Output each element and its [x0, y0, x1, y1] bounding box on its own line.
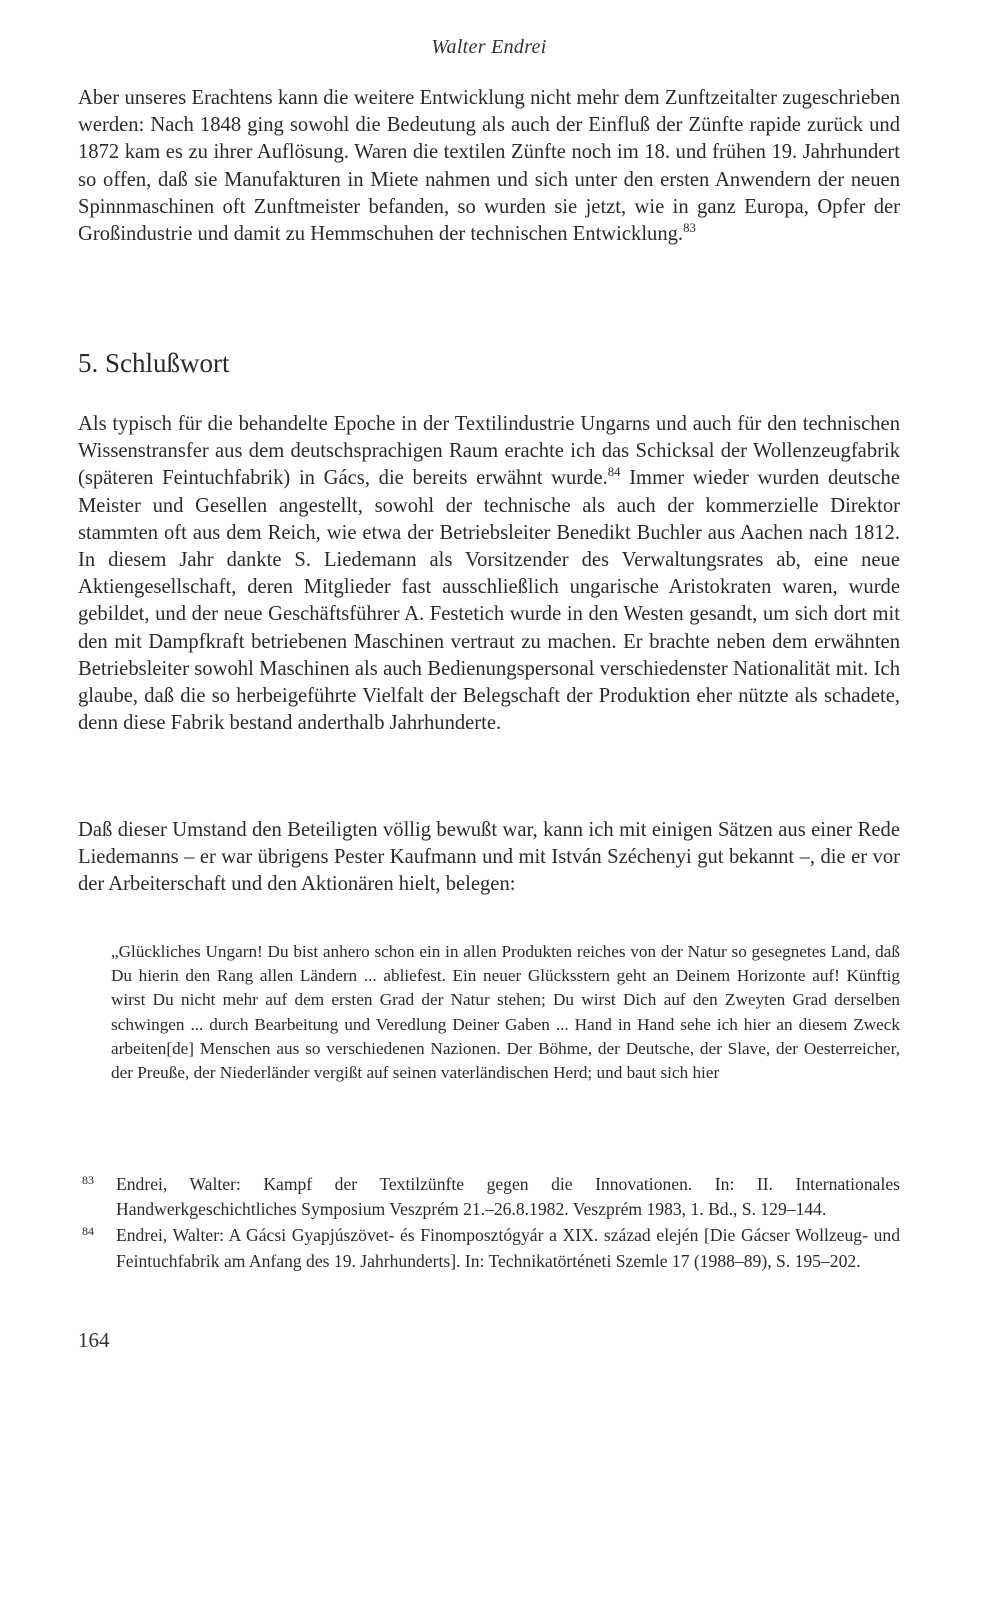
footnote-text: Endrei, Walter: A Gácsi Gyapjúszövet- és Finomposztógyár a XIX. század elején [Die Gácser Wollzeug- und Feintuchfabrik am Anfang des 19. Jahrhunderts]. In: Technikatörténeti Szemle 17 (1988–89), S. 195–202.: [116, 1225, 900, 1271]
quotation-block: „Glückliches Ungarn! Du bist anhero schon ein in allen Produkten reiches von der Natur so gesegnetes Land, daß Du hierin den Rang allen Ländern ... abliefest. Ein neuer Glücksstern geht an Deinem Horizonte auf! Künftig wirst Du nicht mehr auf dem ersten Grad der Natur stehen; Du wirst Dich auf den Zweyten Grad derselben schwingen ... durch Bearbeitung und Veredlung Deiner Gaben ... Hand in Hand sehe ich hier an diesem Zweck arbeiten[de] Menschen aus so verschiedenen Nazionen. Der Böhme, der Deutsche, der Slave, der Oesterreicher, der Preuße, der Niederländer vergißt auf seinen vaterländischen Herd; und baut sich hier: [111, 942, 900, 1083]
page-number: 164: [78, 1328, 110, 1352]
section-heading: 5. Schlußwort: [78, 348, 230, 378]
body-paragraph: Daß dieser Umstand den Beteiligten völlig bewußt war, kann ich mit einigen Sätzen aus einer Rede Liedemanns – er war übrigens Pester Kaufmann und mit István Széchenyi gut bekannt –, die er vor der Arbeiterschaft und den Aktionären hielt, belegen:: [78, 819, 900, 896]
running-head: Walter Endrei: [431, 36, 547, 58]
paragraph-text: Als typisch für die behandelte Epoche in der Textilindustrie Ungarns und auch für den technischen Wissenstransfer aus dem deutschsprachigen Raum erachte ich das Schicksal der Wollenzeugfabrik (späteren Feintuchfabrik) in Gács, die bereits erwähnt wurde.: [78, 413, 900, 490]
footnote: [78, 1172, 900, 1222]
footnotes: [78, 1172, 900, 1275]
paragraph-text: Aber unseres Erachtens kann die weitere Entwicklung nicht mehr dem Zunftzeitalter zugeschrieben werden: Nach 1848 ging sowohl die Bedeutung als auch der Einfluß der Zünfte rapide zurück und 1872 kam es zu ihrer Auflösung. Waren die textilen Zünfte noch im 18. und frühen 19. Jahrhundert so offen, daß sie Manufakturen in Miete nahmen und sich unter den ersten Anwendern der neuen Spinnmaschinen oft Zunftmeister befanden, so wurden sie jetzt, wie in ganz Europa, Opfer der Großindustrie und damit zu Hemmschuhen der technischen Entwicklung.: [78, 87, 900, 246]
footnote-text: Endrei, Walter: Kampf der Textilzünfte gegen die Innovationen. In: II. Internationales Handwerkgeschichtliches Symposium Veszprém 21.–26.8.1982. Veszprém 1983, 1. Bd., S. 129–144.: [116, 1174, 900, 1220]
footnote-reference[interactable]: 84: [607, 465, 621, 480]
footnote-number: 83: [82, 1173, 94, 1187]
footnote-reference[interactable]: 83: [683, 221, 696, 236]
body-paragraph: [78, 85, 900, 248]
footnote-number: 84: [82, 1224, 94, 1239]
document-page: [78, 0, 900, 1620]
body-paragraph: [78, 411, 900, 737]
paragraph-text: Immer wieder wurden deutsche Meister und Gesellen angestellt, sowohl der technische als auch der kommerzielle Direktor stammten oft aus dem Reich, wie etwa der Betriebsleiter Benedikt Buchler aus Aachen nach 1812. In diesem Jahr dankte S. Liedemann als Vorsitzender des Verwaltungsrates ab, eine neue Aktiengesellschaft, deren Mitglieder fast ausschließlich ungarische Aristokraten waren, wurde gebildet, und der neue Geschäftsführer A. Festetich wurde in den Westen gesandt, um sich dort mit den mit Dampfkraft betriebenen Maschinen vertraut zu machen. Er brachte neben dem erwähnten Betriebsleiter sowohl Maschinen als auch Bedienungspersonal verschiedenster Nationalität mit. Ich glaube, daß die so herbeigeführte Vielfalt der Belegschaft der Produktion eher nützte als schadete, denn diese Fabrik bestand anderthalb Jahrhunderte.: [78, 467, 900, 735]
footnote: [78, 1223, 900, 1273]
